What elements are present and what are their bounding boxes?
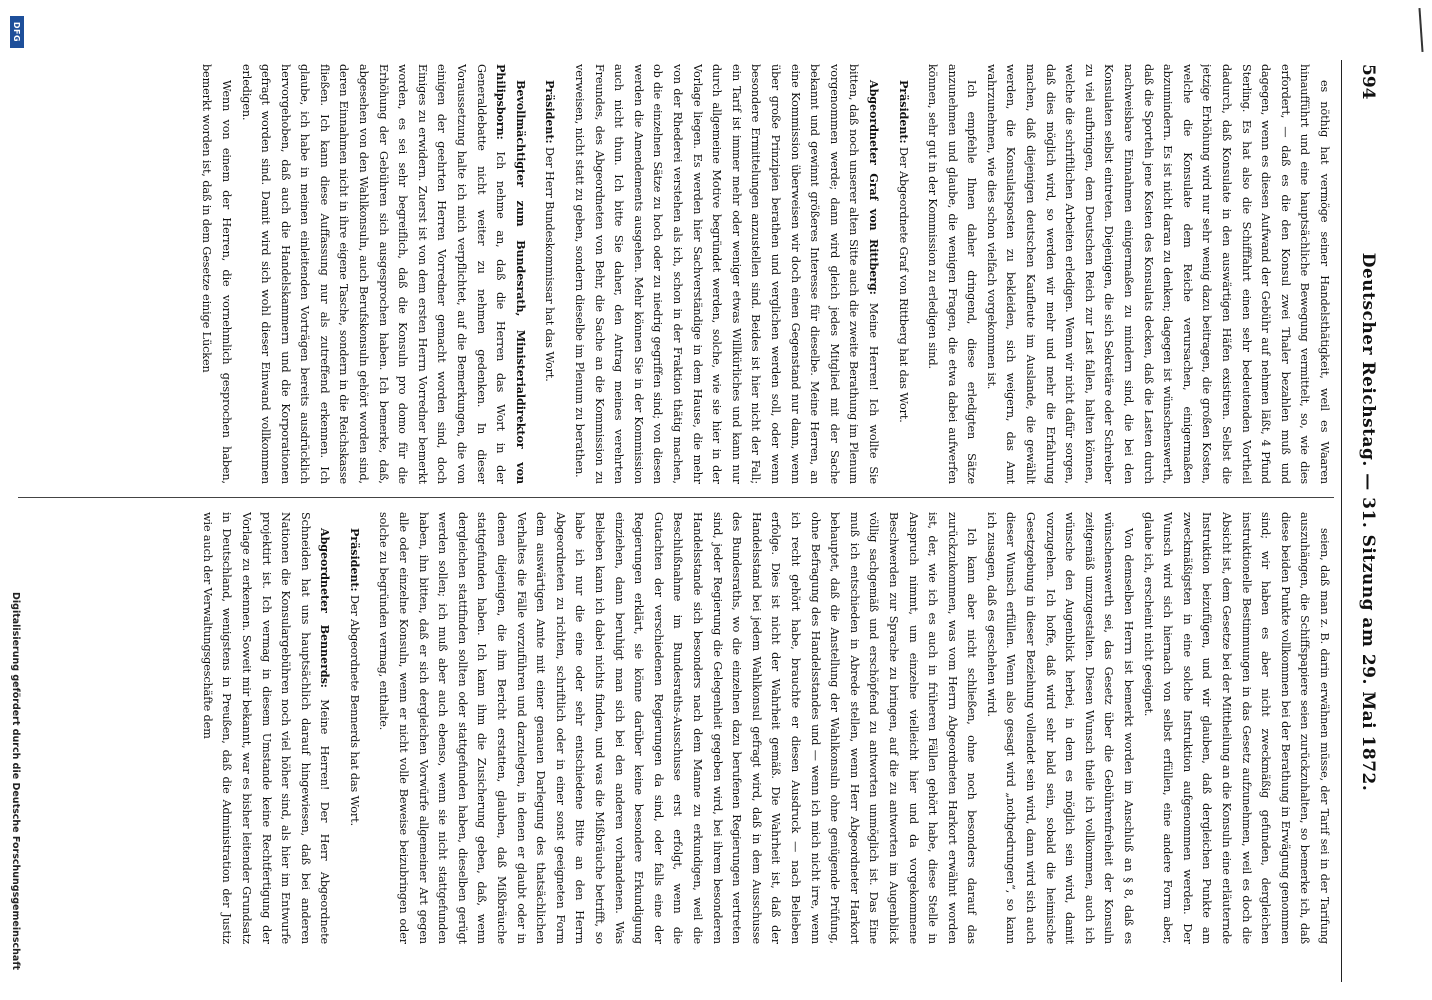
paragraph: Ich kann aber nicht schließen, ohne noch besonders darauf das zurückzukommen, was vom Herrn Abgeordneten Harkort erwähnt worden ist, der, wie ich es auch in früheren Fällen gehört habe, diese Stelle in Anspruch nimmt, um einzelne vielleicht hier und da vorgekommene Beschwerden zur Sprache zu bringen, auf die zu antworten im Augenblick völlig sachgemäß und erschöpfend zu antworten unmöglich ist. Das Eine muß ich entschieden in Abrede stellen, wenn Herr Abgeordneter Harkort behauptet, daß die Anstellung der Wahlkonsuln ohne genügende Prüfung, ohne Befragung des Handelsstandes und — wenn ich mich nicht irre, wenn ich recht gehört habe, brauchte er diesen Ausdruck — nach Belieben erfolge. Dies ist nicht der Wahrheit gemäß. Die Wahrheit ist, daß der Handelsstand bei jedem Wahlkonsul gefragt wird, daß in dem Ausschusse des Bundesraths, wo die einzelnen dazu berufenen Regierungen vertreten sind, jeder Regierung die Gelegenheit gegeben wird, bei ihrem besonderen Handelsstande sich besonders nach dem Manne zu erkundigen, weil die Beschlußnahme im Bundesraths-Ausschusse erst erfolgt, wenn die Gutachten der verschiedenen Regierungen da sind, oder falls eine der Regierungen erklärt, sie könne darüber keine besondere Erkundigung einziehen, dann beruhigt man sich bei den anderen vorhandenen. Was Belieben kann ich dabei nichts finden, und was die Mißbräuche betrifft, so habe ich nur die eine oder sehr entschiedene Bitte an den Herrn Abgeordneten zu richten, schriftlich oder in einer sonst geeigneten Form dem auswärtigen Amte mit einer genauen Darlegung des thatsächlichen Verhaltes die Fälle vorzuführen und darzulegen, in denen er glaubt oder in denen diejenigen, die ihm Bericht erstatten, glauben, daß Mißbräuche stattgefunden haben. Ich kann ihm die Zusicherung geben, daß, wenn dergleichen stattfinden sollten oder stattgefunden haben, dieselben gerügt werden sollen; ich muß aber auch ebenso, wenn sie nicht stattgefunden haben, ihn bitten, daß er sich dergleichen Vorwürfe allgemeiner Art gegen alle oder einzelne Konsuln, wenn er nicht volle Beweise beizubringen oder solche zu begründen vermag, enthalte. (377, 512, 979, 944)
speaker-label: Abgeordneter Graf von Rittberg: (866, 80, 881, 295)
paragraph: Von demselben Herrn ist bemerkt worden im Anschluß an § 8, daß es wünschenswerth sei, das Gesetz über die Gebührenfreiheit der Konsuln zeitgemäß umzugestalten. Diesen Wunsch theile ich vollkommen, auch ich wünsche den Augenblick herbei, in dem es möglich sein wird, damit vorzugehen. Ich hoffe, daß wird sehr bald sein, sobald die heimische Gesetzgebung in dieser Beziehung vollendet sein wird, dann wird sich auch dieser Wunsch erfüllen. Wenn also gesagt wird „nothgedrungen“, so kann ich zusagen, daß es geschehen wird. (984, 512, 1136, 944)
paragraph: Wenn von einem der Herren, die vornehmlich gesprochen haben, bemerkt worden ist, daß in dem Gesetze einige Lücken (200, 64, 233, 484)
paragraph: Ich empfehle Ihnen daher dringend, diese erledigten Sätze anzunehmen und glaube, die wenigen Fragen, die etwa dabei aufwerfen können, sehr gut in der Kommission zu erledigen sind. (926, 64, 979, 484)
paragraph: Abgeordneter Bennerds: Meine Herren! Der Herr Abgeordnete Schneiden hat uns hauptsächlich darauf hingewiesen, daß bei anderen Nationen die Konsulargebühren noch viel höher sind, als hier im Entwurfe projektirt ist. Ich vermag in diesem Umstande keine Rechtfertigung der Vorlage zu erkennen. Soweit mir bekannt, war es bisher leitender Grundsatz in Deutschland, wenigstens in Preußen, daß die Administration der Justiz wie auch der Verwaltungsgeschäfte dem (200, 512, 333, 944)
left-column (18, 64, 1334, 484)
paragraph: Präsident: Der Herr Bundeskommissar hat das Wort. (543, 80, 558, 382)
digitization-footer (8, 60, 24, 970)
paragraph: es nöthig hat vermöge seiner Handelsthätigkeit, weil es Waaren hinaufführt und eine hauptsächliche Bewegung vermittelt, so, wie dies erfordert, — daß es die den Konsul zwei Thaler bezahlen muß und dagegen, wenn es diesen Aufwand der Gebühr auf nehmen läßt, 4 Pfund Sterling. Es hat also die Schifffahrt einen sehr bedeutenden Vortheil dadurch, daß Konsulate in den auswärtigen Häfen existiren. Selbst die jetzige Erhöhung wird nur sehr wenig dazu beitragen, die großen Kosten, welche die Konsulate dem Reiche verursachen, einigermaßen abzumindern. Es ist nicht daran zu denken; dagegen ist wünschenswerth, daß die Sporteln jene Kosten des Konsulats decken, daß die Lasten durch nachweisbare Einnahmen einigermaßen zu mindern sind, die bei den Konsulaten selbst eintreten. Diejenigen, die sich Sekretäre oder Schreiber zu viel aufbringen, dem Deutschen Reich zur Last fallen, halten können, welche die schriftlichen Arbeiten erledigen. Wenn wir nicht dafür sorgen, daß dies möglich wird, so werden wir mehr und mehr die Erfahrung machen, daß diejenigen deutschen Kaufleute im Auslande, die gewählt werden, die Konsulatsposten zu bekleiden, sich weigern, das Amt wahrzunehmen, wie dies schon vielfach vorgekommen ist. (984, 64, 1331, 484)
right-column (18, 512, 1334, 944)
speaker-label: Abgeordneter Bennerds: (318, 528, 333, 688)
column-rule (18, 497, 1334, 498)
paragraph: seien, daß man z. B. darin erwähnen müsse, der Tarif sei in der Tarifung auszuhängen, die Schiffspapiere seien zurückzuhalten, so bemerke ich, daß diese beiden Punkte vollkommen bei der Berathung in Erwägung genommen sind; wir haben es aber nicht zweckmäßig gefunden, dergleichen instruktionelle Bestimmungen in das Gesetz aufzunehmen, weil es doch die Absicht ist, dem Gesetze bei der Mittheilung an die Konsuln eine erläuternde Instruktion beizufügen, und wir glauben, daß dergleichen Punkte am zweckmäßigsten in eine solche Instruktion aufgenommen werden. Der Wunsch wird sich hiernach von selbst erfüllen, eine andere Form aber, glaube ich, erscheint nicht geeignet. (1141, 512, 1331, 944)
page-title: Deutscher Reichstag. — 31. Sitzung am 29. Mai 1872. (1358, 252, 1378, 792)
footer-text: Digitalisierung gefördert durch die Deutsche Forschungsgemeinschaft (10, 592, 22, 970)
paragraph: Präsident: Der Abgeordnete Graf von Rittberg hat das Wort. (896, 80, 911, 423)
page-header (1344, 64, 1392, 980)
paragraph: Bevollmächtigter zum Bundesrath, Ministerialdirektor von Philipsborn: Ich nehme an, daß die Herren das Wort in der Generaldebatte nicht weiter zu nehmen gedenken. In dieser Voraussetzung halte ich mich verpflichtet, auf die Bemerkungen, die von einigen der geehrten Herren Vorredner gemacht worden sind, doch Einiges zu erwidern. Zuerst ist von dem ersten Herrn Vorredner bemerkt worden, es sei sehr begreiflich, daß die Konsuln pro domo für die Erhöhung der Gebühren sich ausgesprochen haben. Ich bemerke, daß, abgesehen von den Wahlkonsuln, auch Berufskonsuln gehört worden sind, deren Einnahmen nicht in ihre eigene Tasche, sondern in die Reichskasse fließen. Ich kann diese Auffassung nur als zutreffend erkennen. Ich glaube, ich habe in meinen einleitenden Vorträgen bereits ausdrücklich hervorgehoben, daß auch die Handelskammern und die Korporationen gefragt worden sind. Damit wird sich wohl dieser Einwand vollkommen erledigen. (239, 64, 528, 484)
speaker-label: Präsident: (543, 80, 558, 144)
paragraph: Präsident: Der Abgeordnete Bennerds hat das Wort. (347, 528, 362, 827)
dfg-logo: DFG (10, 16, 24, 48)
page-number: 594 (1358, 64, 1378, 100)
header-rule (1341, 60, 1342, 982)
speaker-label: Bevollmächtigter zum Bundesrath, Ministerialdirektor von Philipsborn: (494, 64, 528, 484)
speaker-label: Präsident: (896, 80, 911, 144)
speaker-label: Präsident: (347, 528, 362, 592)
scan-mark (1418, 8, 1423, 52)
paragraph: Abgeordneter Graf von Rittberg: Meine Herren! Ich wollte Sie bitten, daß noch unserer alten Sitte auch die zweite Berathung im Plenum vorgenommen werde; dann wird gleich jedes Mitglied mit der Sache bekannt und gewinnt größeres Interesse für dieselbe. Meine Herren, an eine Kommission überweisen wir doch einen Gegenstand nur dann, wenn über große Prinzipien berathen und verglichen werden soll, oder wenn besondere Ermittelungen anzustellen sind. Beides ist hier nicht der Fall; ein Tarif ist immer mehr oder weniger etwas Willkürliches und kann nur durch allgemeine Motive begründet werden, solche, wie sie hier in der Vorlage liegen. Es werden hier Sachverständige in dem Hause, die mehr von der Rhederei verstehen als ich, schon in der Fraktion thätig machen, ob die einzelnen Sätze zu hoch oder zu niedrig gegriffen sind; von diesen werden die Amendements ausgehen. Mehr können Sie in der Kommission auch nicht thun. Ich bitte Sie daher, den Antrag meines verehrten Freundes, des Abgeordneten von Behr, die Sache an die Kommission zu verweisen, nicht statt zu geben, sondern dieselbe im Plenum zu berathen. (573, 64, 881, 484)
